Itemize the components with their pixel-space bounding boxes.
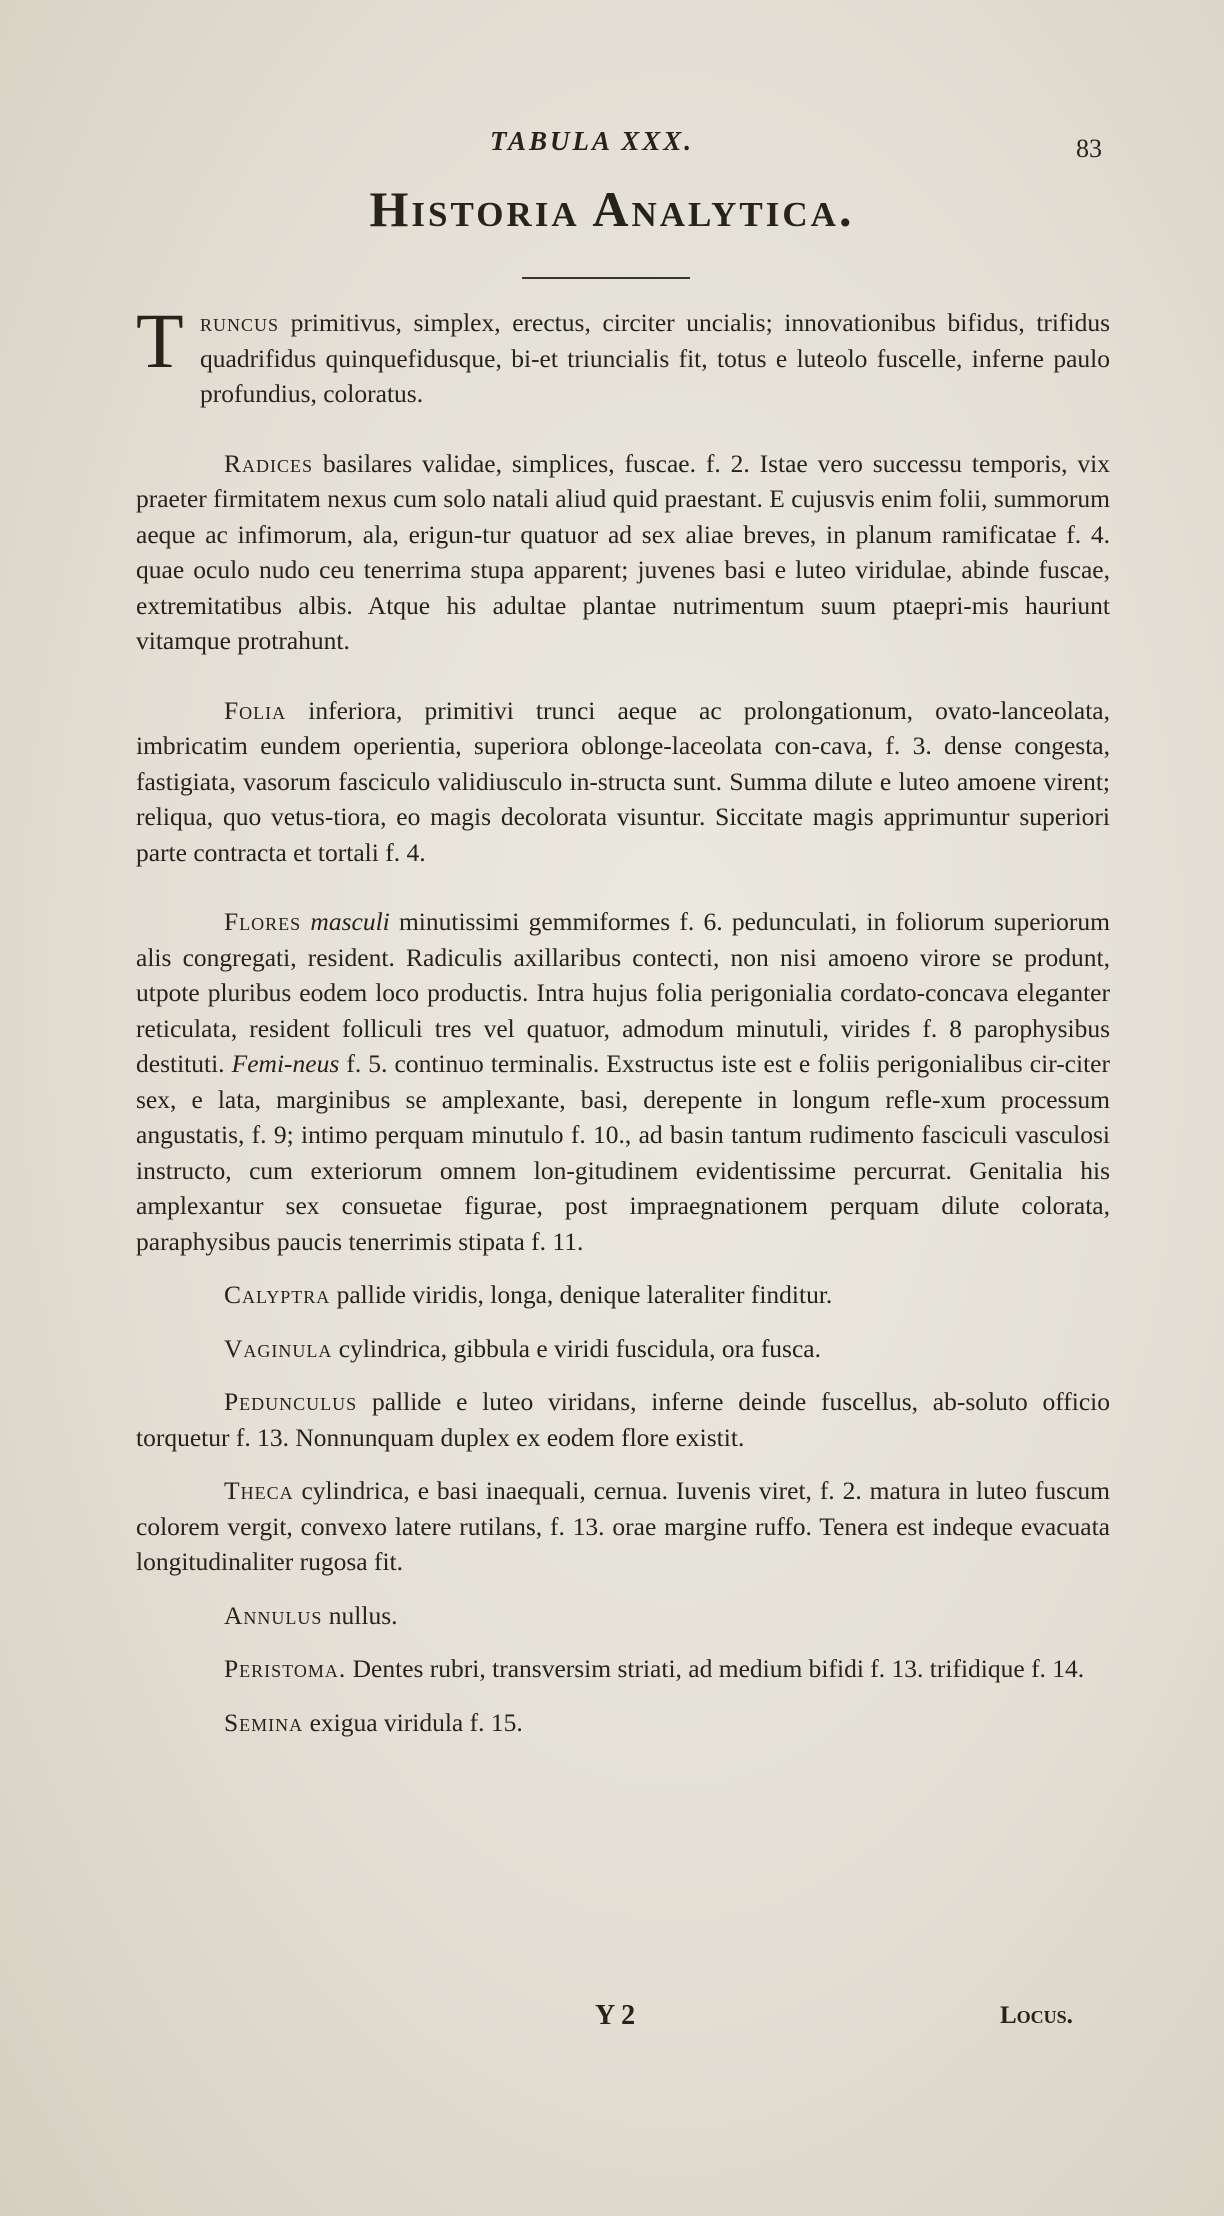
- paragraph-text: primitivus, simplex, erectus, circiter uncialis; innovationibus bifidus, trifidus quadrifidus quinquefidusque, bi-et triuncialis fit, totus e luteolo fuscelle, inferne paulo profundius, coloratus.: [200, 308, 1110, 408]
- paragraph-vaginula: [136, 1331, 1110, 1367]
- paragraph-text: exigua viridula f. 15.: [303, 1707, 523, 1737]
- paragraph-text: cylindrica, gibbula e viridi fuscidula, ora fusca.: [332, 1333, 821, 1363]
- signature-mark: Y 2: [595, 2000, 636, 2031]
- lead-word: runcus: [200, 308, 280, 337]
- lead-word: Theca: [224, 1476, 294, 1505]
- paragraph-text: nullus.: [322, 1600, 398, 1630]
- lead-word: Folia: [224, 695, 287, 725]
- paragraph-text: pallide viridis, longa, denique lateraliter finditur.: [330, 1280, 833, 1309]
- lead-word: Pedunculus: [224, 1387, 358, 1416]
- paragraph-radices: [136, 446, 1110, 659]
- paragraph-semina: [136, 1705, 1110, 1741]
- page-footer: [0, 2000, 1224, 2040]
- italic-term: masculi: [301, 907, 390, 936]
- paragraph-text: Dentes rubri, transversim striati, ad medium bifidi f. 13. trifidique f. 14.: [346, 1654, 1085, 1683]
- paragraph-text: basilares validae, simplices, fuscae. f. 2. Istae vero successu temporis, vix praeter firmitatem nexus cum solo natali aliud quid praestant. E cujusvis enim folii, summorum aeque ac infimorum, ala, erigun-tur quatuor ad sex aliae breves, in planum ramificatae f. 4. quae oculo nudo ceu tenerrima stupa apparent; juvenes basi e luteo viridulae, abinde fuscae, extremitatibus albis. Atque his adultae plantae nutrimentum suum ptaepri-mis hauriunt vitamque protrahunt.: [136, 448, 1110, 655]
- lead-word: Flores: [224, 907, 302, 936]
- page-title: Historia Analytica.: [369, 181, 855, 237]
- lead-word: Peristoma.: [224, 1654, 347, 1683]
- lead-word: Radices: [224, 448, 314, 478]
- paragraph-text: f. 5. continuo terminalis. Exstructus iste est e foliis perigonialibus cir-citer sex, e lata, marginibus se amplexante, basi, derepente in longum refle-xum processum angustatis, f. 9; intimo perquam minutulo f. 10., ad basin tantum rudimento fasciculi vasculosi instructo, cum exteriorum omnem lon-gitudinem evidentissime percurrat. Genitalia his amplexantur sex consuetae figurae, post impraegnationem perquam dilute colorata, paraphysibus paucis tenerrimis stipata f. 11.: [136, 1049, 1110, 1256]
- lead-word: Vaginula: [224, 1333, 333, 1363]
- text-body: [136, 297, 1111, 1740]
- paragraph-peristoma: [136, 1651, 1110, 1687]
- paragraph-text: minutissimi gemmiformes f. 6. pedunculati, in foliorum superiorum alis congregati, resident. Radiculis axillaribus contecti, non nisi amoeno virore se produnt, utpote pluribus eodem loco productis. Intra hujus folia perigonialia cordato-concava eleganter reticulata, resident folliculi tres vel quatuor, admodum minutuli, virides f. 8 parophysibus destituti.: [136, 907, 1111, 1078]
- lead-word: Semina: [224, 1707, 304, 1737]
- paragraph-folia: [136, 693, 1110, 871]
- drop-cap: T: [136, 297, 184, 384]
- paragraph-text: pallide e luteo viridans, inferne deinde fuscellus, ab-soluto officio torquetur f. 13. Nonnunquam duplex ex eodem flore existit.: [136, 1387, 1110, 1452]
- paragraph-truncus: [136, 297, 1110, 412]
- paragraph-annulus: [136, 1598, 1110, 1634]
- paragraph-calyptra: [136, 1277, 1110, 1313]
- italic-term: Femi-neus: [224, 1049, 340, 1078]
- lead-word: Calyptra: [224, 1280, 331, 1309]
- catchword: Locus.: [1000, 2002, 1073, 2029]
- paragraph-text: inferiora, primitivi trunci aeque ac prolongationum, ovato-lanceolata, imbricatim eundem operientia, superiora oblonge-laceolata con-cava, f. 3. dense congesta, fastigiata, vasorum fasciculo validiusculo in-structa sunt. Summa dilute e luteo amoene virent; reliqua, quo vetus-tiora, eo magis decolorata visuntur. Siccitate magis apprimuntur superiori parte contracta et tortali f. 4.: [136, 695, 1110, 867]
- lead-word: Annulus: [224, 1600, 323, 1630]
- paragraph-text: cylindrica, e basi inaequali, cernua. Iuvenis viret, f. 2. matura in luteo fuscum colorem vergit, convexo latere rutilans, f. 13. orae margine ruffo. Tenera est indeque evacuata longitudinaliter rugosa fit.: [136, 1476, 1110, 1576]
- title-rule: [522, 277, 690, 279]
- page-header: [0, 122, 1224, 162]
- paragraph-pedunculus: [136, 1384, 1110, 1455]
- paragraph-theca: [136, 1473, 1110, 1580]
- plate-reference: TABULA XXX.: [490, 126, 695, 156]
- page-number: 83: [1076, 134, 1102, 163]
- paragraph-flores: [136, 904, 1110, 1259]
